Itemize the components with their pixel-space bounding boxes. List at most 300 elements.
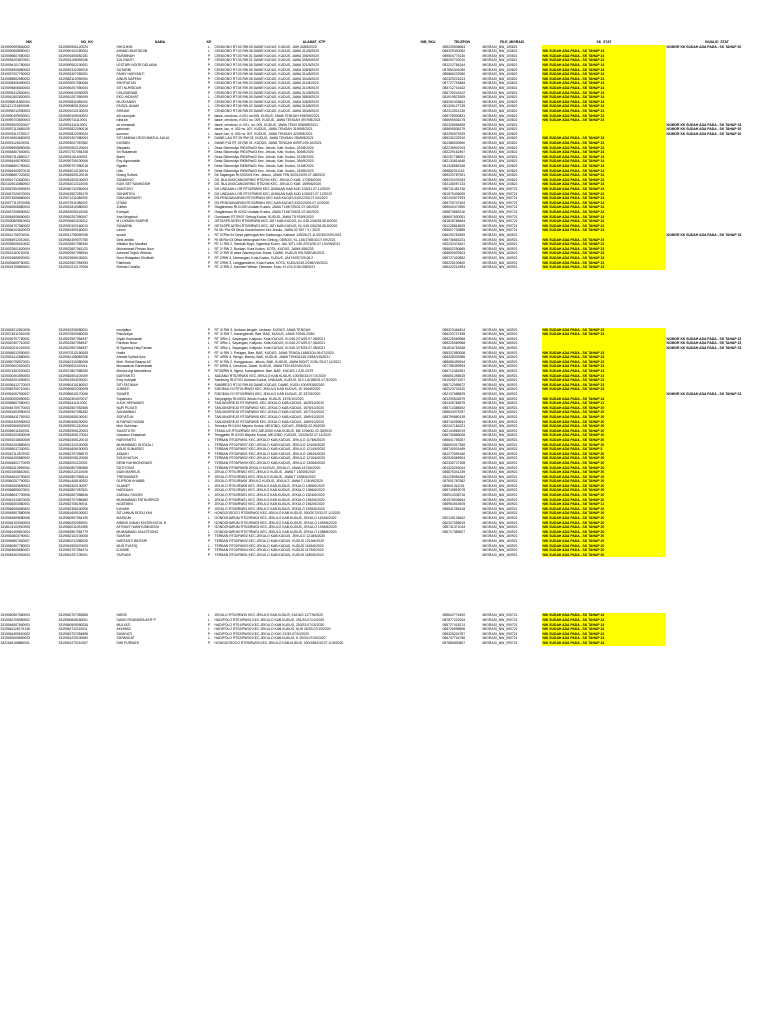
cell-sk-stat[interactable]: NIK SUDAH ADA PADA - SK TAHAP 24 — [542, 169, 666, 174]
cell-no-kk[interactable]: 3319060410180002 — [58, 382, 88, 387]
cell-no-kk[interactable]: 3319050610170006 — [58, 392, 88, 396]
cell-ke[interactable]: L — [208, 479, 210, 484]
cell-sk-stat[interactable]: NIK SUDAH ADA PADA - SK TAHAP 24 — [542, 397, 666, 402]
cell-no-kk[interactable]: 3319071211080002 — [58, 196, 88, 201]
cell-telepon[interactable]: 082257788051 — [442, 154, 466, 159]
cell-nama[interactable]: SUMIYATI — [116, 631, 133, 636]
cell-telepon[interactable]: 082232474547 — [442, 242, 466, 247]
cell-alamat-ktp[interactable]: RT 3/Rw 1, Sayangan, Kaliputu, Kota KUDUS, KI.045.2/74/29.07.08/2021 — [214, 341, 326, 346]
cell-nik[interactable]: 3319034707560002 — [0, 223, 30, 228]
cell-alamat-ktp[interactable]: DS.UNDAAN LOR RT07/RW05 KEC.UNDAAN KAB.KUD 1049/31.07.12/2020 — [214, 191, 332, 196]
cell-ke[interactable]: L — [208, 497, 210, 502]
cell-telepon[interactable]: 085541281618 — [442, 506, 466, 511]
cell-sk-stat[interactable]: NIK SUDAH ADA PADA - SK TAHAP 20 — [542, 516, 666, 521]
cell-nik[interactable]: 3318124102910005 — [0, 525, 30, 530]
cell-ke[interactable]: P — [207, 62, 211, 67]
cell-ke[interactable]: L — [208, 396, 210, 401]
cell-alamat-ktp[interactable]: DS.PENGANJARAN RT03/RW04 KEC.KAB.KUDUS,510/224/32.07.02/2020 — [214, 200, 330, 205]
cell-ke[interactable]: P — [207, 631, 211, 636]
cell-nik[interactable]: 3319066006650002 — [0, 506, 30, 511]
cell-telepon[interactable]: 085200209183 — [442, 177, 466, 182]
cell-nik[interactable]: 3319093002920003 — [0, 364, 30, 369]
cell-sk-stat[interactable]: NIK SUDAH ADA PADA - SK TAHAP 24 — [542, 155, 666, 160]
cell-alamat-ktp[interactable]: Gondosari RT.09/07 Gebog Kudus, KUDUS, JAWA T8 976/9/2020 — [214, 214, 314, 219]
cell-ke[interactable]: P — [207, 72, 211, 77]
cell-no-kk[interactable]: 3319062501100009 — [58, 373, 88, 378]
cell-sk-stat[interactable]: NIK SUDAH ADA PADA - SK TAHAP 23 — [542, 256, 666, 261]
cell-no-kk[interactable]: 3319062507055252 — [58, 410, 88, 415]
cell-no-kk[interactable]: 3319062012100014 — [58, 168, 88, 173]
header-alamat-ktp[interactable]: ALAMAT_KTP — [214, 40, 414, 45]
cell-nik[interactable]: 3319066601750001 — [0, 164, 30, 169]
cell-no-kk[interactable]: 3319090911100014 — [58, 364, 88, 369]
cell-no-kk[interactable]: 3319042607053179 — [58, 191, 88, 196]
cell-ke[interactable]: P — [207, 539, 211, 543]
cell-ke[interactable]: P — [207, 474, 211, 479]
cell-invalid-stat[interactable]: NOMOR KK SUDAH ADA PADA - SK TAHAP 23 — [666, 122, 742, 127]
cell-nik[interactable]: 3319065709710001 — [0, 387, 30, 392]
cell-alamat-ktp[interactable]: RT 1/ RW 2, Tambak Boyo, Ngembal Kulon, Jati, WTL 045.2/374/30.07.13/VIII/2021 — [214, 242, 341, 247]
cell-invalid-stat[interactable]: NOMOR KK SUDAH ADA PADA - SK TAHAP 20 — [666, 44, 742, 49]
cell-nik[interactable]: 3319094506490003 — [0, 81, 30, 86]
cell-ke[interactable]: P — [207, 81, 211, 86]
cell-nama[interactable]: sri ermawati — [116, 122, 135, 127]
cell-no-kk[interactable]: 3319090610090005 — [58, 90, 88, 95]
cell-file-migrasi[interactable]: MIGRASI_NW_090721 — [482, 209, 518, 214]
cell-sk-stat[interactable]: NIK SUDAH ADA PADA - SK TAHAP 24 — [542, 627, 666, 632]
cell-telepon[interactable]: 085727418174 — [442, 622, 466, 627]
cell-ke[interactable]: P — [207, 460, 211, 465]
cell-telepon[interactable]: 085740819078 — [442, 488, 466, 493]
cell-nik[interactable]: 3319094808840003 — [0, 85, 30, 90]
cell-file-migrasi[interactable]: MIGRASI_NW_100821 — [482, 53, 518, 58]
cell-no-kk[interactable]: 3319041810080002 — [58, 205, 88, 210]
cell-ke[interactable]: P — [207, 456, 211, 461]
cell-sk-stat[interactable]: NIK SUDAH ADA PADA - SK TAHAP 24 — [542, 205, 666, 210]
cell-nik[interactable]: 3319066805670001 — [0, 488, 30, 493]
cell-file-migrasi[interactable]: MIGRASI_NW_160921 — [482, 251, 518, 256]
cell-ke[interactable]: P — [207, 405, 211, 410]
cell-telepon[interactable]: 086292720010 — [442, 58, 466, 63]
cell-nik[interactable]: 3319021110010001 — [0, 251, 30, 256]
cell-nama[interactable]: NGATMINI — [116, 502, 133, 507]
cell-telepon[interactable]: 085329340082 — [442, 49, 466, 54]
cell-alamat-ktp[interactable]: SADANG RT02/RW04 KEC.JEKULO KAB.KUDUS, 100/36/33.07.01/2020 — [214, 373, 326, 378]
cell-nama[interactable]: SUTIYONO — [116, 465, 135, 470]
cell-sk-stat[interactable]: NIK SUDAH ADA PADA - SK TAHAP 24 — [542, 178, 666, 183]
cell-telepon[interactable]: 085728300831 — [442, 113, 466, 118]
cell-ke[interactable]: L — [208, 145, 210, 150]
cell-nama[interactable]: MUHAMMAD FATHURROZI — [116, 497, 160, 502]
cell-file-migrasi[interactable]: MIGRASI_NW_100821 — [482, 122, 518, 127]
cell-alamat-ktp[interactable]: TERBAN RT02/RW02 KEC.JEKULO KAB.KUDUS, KUDUS 1219/6/2020 — [214, 539, 324, 543]
cell-no-kk[interactable]: 3319062707053655 — [58, 613, 88, 618]
cell-nik[interactable]: 3319022601920004 — [0, 246, 30, 251]
cell-telepon[interactable]: 081578005644 — [442, 497, 466, 502]
cell-sk-stat[interactable]: NIK SUDAH ADA PADA - SK TAHAP 24 — [542, 224, 666, 229]
cell-nik[interactable]: 3319094906850003 — [0, 67, 30, 72]
cell-ke[interactable]: P — [207, 191, 211, 196]
cell-alamat-ktp[interactable]: Desa Sidomulyo Rt05/Rw01 Kec. Jekulo, Kab. Kudus, 313/8/2020 — [214, 164, 314, 169]
cell-nama[interactable]: FAISOL ANAM — [116, 104, 139, 109]
cell-no-kk[interactable]: 3319061503100003 — [58, 177, 88, 182]
cell-no-kk[interactable]: 3319072707054208 — [58, 150, 88, 155]
cell-ke[interactable]: L — [208, 529, 210, 534]
cell-sk-stat[interactable]: NIK SUDAH ADA PADA - SK TAHAP 20 — [542, 456, 666, 461]
cell-nama[interactable]: Emy Indriyati — [116, 378, 137, 383]
cell-sk-stat[interactable]: NIK SUDAH ADA PADA - SK TAHAP 24 — [542, 63, 666, 68]
cell-sk-stat[interactable]: NIK SUDAH ADA PADA - SK TAHAP 24 — [542, 192, 666, 197]
cell-nama[interactable]: DEWI RUHMONOWATI — [116, 460, 153, 465]
cell-nama[interactable]: parsinah — [116, 127, 130, 132]
cell-nama[interactable]: Afidatul Nur Maulida — [116, 242, 148, 247]
cell-invalid-stat[interactable] — [666, 641, 768, 646]
cell-file-migrasi[interactable]: MIGRASI_NW_160921 — [482, 552, 518, 557]
cell-file-migrasi[interactable]: MIGRASI_NW_160921 — [482, 327, 518, 332]
cell-no-kk[interactable]: 3319092506120024 — [58, 44, 88, 49]
cell-ke[interactable]: L — [208, 44, 210, 49]
cell-alamat-ktp[interactable]: RT 2/ RW 5/ desa Samirejo kec Dawe, DAWE, KUDUS 901/335/VIII/2021 — [214, 251, 325, 256]
cell-no-kk[interactable]: 3319062807057821 — [58, 488, 88, 493]
cell-file-migrasi[interactable]: MIGRASI_NW_160921 — [482, 447, 518, 452]
cell-nik[interactable]: 3319065411790002 — [0, 414, 30, 419]
cell-file-migrasi[interactable]: MIGRASI_NW_160921 — [482, 493, 518, 498]
cell-nama[interactable]: DIAN MARKUS — [116, 470, 141, 475]
cell-no-kk[interactable]: 3319090711110001 — [58, 118, 88, 123]
cell-alamat-ktp[interactable]: RT 3/ RW 3, Undaan tengah, Undaan, KUDUS, JAWA TENGAH — [214, 327, 311, 332]
cell-no-kk[interactable]: 3319093007050008 — [58, 81, 88, 86]
cell-invalid-stat[interactable]: NOMOR KK SUDAH ADA PADA - SK TAHAP 15 — [666, 232, 742, 237]
cell-nik[interactable]: 3319097112480025 — [0, 127, 30, 132]
cell-alamat-ktp[interactable]: dawe, cendono, rt: 001, no: 009, KUDUS, JAWA TENG 508/9/8/2021 — [214, 122, 318, 127]
cell-file-migrasi[interactable]: MIGRASI_NW_160921 — [482, 419, 518, 424]
cell-alamat-ktp[interactable]: JEKULO RT06/RW03 KEC.JEKULO KAB.KUDUS, JEKULO 1526/6/2020 — [214, 506, 325, 511]
header-telepon[interactable]: TELEPON — [442, 40, 482, 45]
cell-nama[interactable]: Noor Hidayatus Sholihah — [116, 255, 155, 260]
cell-nik[interactable]: 3319064809680006 — [0, 516, 30, 521]
cell-alamat-ktp[interactable]: TANJUNGREJO RT03/RW01 KEC.JEKULO KAB.KUDUS, 1629/10/2020 — [214, 401, 324, 406]
cell-alamat-ktp[interactable]: Desa Sidomulyo Rt01/Rw03 Kec. Jekulo, Kab. Kudus, 306/8/2020 — [214, 150, 314, 155]
cell-sk-stat[interactable]: NIK SUDAH ADA PADA - SK TAHAP 24 — [542, 210, 666, 215]
cell-nama[interactable]: suradi — [116, 232, 126, 237]
cell-no-kk[interactable]: 3319061505070003 — [58, 543, 88, 548]
cell-nik[interactable]: 3319024708800001 — [0, 265, 30, 270]
cell-no-kk[interactable]: 3319062609100041 — [58, 414, 88, 419]
cell-nik[interactable]: 3319065303560001 — [0, 502, 30, 507]
cell-no-kk[interactable]: 3319062609120016 — [58, 173, 88, 178]
cell-file-migrasi[interactable]: MIGRASI_NW_160921 — [482, 350, 518, 355]
cell-alamat-ktp[interactable]: CENDONO RT.06 RW.03 DAWE KUDUS, KUDUS, JAWA 353/8/2020 — [214, 108, 319, 113]
cell-file-migrasi[interactable]: MIGRASI_NW_160921 — [482, 373, 518, 378]
cell-alamat-ktp[interactable]: RT 4/RW 3, Wergu, Bandu, BAE, KUDUS, JAWA TENGA145.2/654/VIII/2021 — [214, 355, 331, 360]
cell-telepon[interactable]: 085726998506 — [442, 627, 466, 632]
cell-telepon[interactable]: 081325253044 — [442, 465, 466, 470]
cell-ke[interactable]: L — [208, 419, 210, 424]
cell-sk-stat[interactable]: NIK SUDAH ADA PADA - SK TAHAP 24 — [542, 72, 666, 77]
cell-no-kk[interactable]: 3319062807050566 — [58, 465, 88, 470]
cell-ke[interactable]: P — [207, 214, 211, 219]
cell-nik[interactable]: 3319064807640001 — [0, 150, 30, 155]
cell-alamat-ktp[interactable]: RT 6/RW 4, Cendono, Dawe, KUDUS, JAWA TEN 492/VIII/2021 — [214, 364, 311, 369]
cell-alamat-ktp[interactable]: dawe, cendono, rt.001 rw.005, KUDUS, JAWA TENGAH 495/9/8/2021 — [214, 113, 320, 118]
cell-no-kk[interactable]: 3319041903200001 — [58, 378, 88, 383]
cell-telepon[interactable]: 085712055672 — [442, 382, 466, 387]
cell-ke[interactable]: P — [207, 350, 211, 355]
cell-ke[interactable]: P — [207, 150, 211, 155]
cell-telepon[interactable]: 085282433841 — [442, 99, 466, 104]
cell-alamat-ktp[interactable]: RT 3/Rw 1, Sayangan, Kaliputu, Kota KUDUS, KI.045.2/74/29.07.08/2021 — [214, 336, 326, 341]
cell-sk-stat[interactable]: NIK SUDAH ADA PADA - SK TAHAP 20 — [542, 424, 666, 429]
cell-ke[interactable]: L — [208, 187, 210, 191]
cell-alamat-ktp[interactable]: RT 5/ RW 2, Honggosoco, Jekulo, BAE, KUDUS, JAWA 000/27 2195 /33.07.11/2021 — [214, 359, 342, 364]
cell-telepon[interactable]: 085323464814 — [442, 327, 466, 332]
cell-nama[interactable]: Rita Auliya — [116, 332, 133, 337]
cell-nik[interactable]: 3319090109930001 — [0, 113, 30, 118]
cell-nama[interactable]: Monica Agi Navratilova — [116, 369, 151, 374]
cell-nama[interactable]: SLAMET — [116, 483, 131, 488]
cell-sk-stat[interactable]: NIK SUDAH ADA PADA - SK TAHAP 23 — [542, 369, 666, 374]
cell-no-kk[interactable]: 3319022507054993 — [58, 260, 88, 265]
cell-sk-stat[interactable]: NIK SUDAH ADA PADA - SK TAHAP 20 — [542, 420, 666, 425]
cell-nama[interactable]: Achmad Teguh Widodo — [116, 251, 152, 256]
cell-ke[interactable]: P — [207, 122, 211, 127]
cell-nik[interactable]: 3521026010860002 — [0, 182, 30, 187]
cell-no-kk[interactable]: 3319091307080004 — [58, 136, 88, 141]
cell-sk-stat[interactable]: NIK SUDAH ADA PADA - SK TAHAP 24 — [542, 164, 666, 169]
cell-file-migrasi[interactable]: MIGRASI_NW_090721 — [482, 617, 518, 622]
cell-no-kk[interactable]: 3319062707054898 — [58, 631, 88, 636]
cell-file-migrasi[interactable]: MIGRASI_NW_160921 — [482, 255, 518, 260]
cell-file-migrasi[interactable]: MIGRASI_NW_160921 — [482, 539, 518, 543]
cell-nik[interactable]: 3319047008890002 — [0, 209, 30, 214]
cell-nik[interactable]: 3319097007760003 — [0, 72, 30, 77]
cell-telepon[interactable]: 085876341239 — [442, 470, 466, 475]
cell-no-kk[interactable]: 3319061408140002 — [58, 479, 88, 484]
cell-file-migrasi[interactable]: MIGRASI_NW_100821 — [482, 58, 518, 63]
cell-alamat-ktp[interactable]: SAMIREJO RT.02 RW.05 DAWE KUDUS, DAWE, KUDU 100/093/8/2020 — [214, 382, 325, 387]
cell-sk-stat[interactable]: NIK SUDAH ADA PADA - SK TAHAP 24 — [542, 104, 666, 109]
cell-nama[interactable]: ZAENAL FAOZIN — [116, 493, 143, 498]
cell-nama[interactable]: JULIK HERAWATI — [116, 401, 145, 406]
cell-no-kk[interactable]: 3319060509050026 — [58, 622, 88, 627]
cell-no-kk[interactable]: 3319062405120010 — [58, 437, 88, 442]
cell-ke[interactable]: P — [207, 53, 211, 58]
cell-nama[interactable]: siti mumiyah — [116, 113, 136, 118]
cell-nama[interactable]: DAVID RIVANDRA AFIF P — [116, 617, 156, 622]
cell-no-kk[interactable]: 3319062102100005 — [58, 534, 88, 539]
cell-nik[interactable]: 3319061067900007 — [0, 392, 30, 396]
cell-telepon[interactable]: 081328582346 — [442, 164, 466, 169]
cell-telepon[interactable]: 085290753455 — [442, 232, 466, 237]
cell-file-migrasi[interactable]: MIGRASI_NW_160921 — [482, 414, 518, 419]
cell-alamat-ktp[interactable]: CENDONO RT.03 RW.06 DAWE KUDUS, KUDUS, JAWA 321/8/2020 — [214, 62, 319, 67]
cell-nama[interactable]: FAIMY HARYANTI — [116, 72, 145, 77]
cell-alamat-ktp[interactable]: CENDONO RT.02 RW.08 DAWE KUDUS, KUDUS, JAWA 312/8/2020 — [214, 49, 319, 54]
cell-ke[interactable]: P — [207, 387, 211, 392]
cell-nik[interactable]: 3319065607550001 — [0, 401, 30, 406]
cell-sk-stat[interactable]: NIK SUDAH ADA PADA - SK TAHAP 24 — [542, 196, 666, 201]
cell-file-migrasi[interactable]: MIGRASI_NW_100821 — [482, 131, 518, 136]
cell-nama[interactable]: MUHAMMAD SULISTIONO — [116, 529, 159, 534]
cell-nama[interactable]: Hatini — [116, 350, 126, 355]
cell-nama[interactable]: AGUS SUNARSO — [116, 447, 144, 452]
cell-no-kk[interactable]: 3319062707056580 — [58, 497, 88, 502]
cell-no-kk[interactable]: 3319062707055570 — [58, 451, 88, 456]
cell-nik[interactable]: 3319067112870002 — [0, 451, 30, 456]
cell-sk-stat[interactable]: NIK SUDAH ADA PADA - SK TAHAP 24 — [542, 77, 666, 82]
cell-alamat-ktp[interactable]: Tanjungrejo Rt.06/03 Jekulo Kudus, KUDUS, 1675/10/2020 — [214, 396, 304, 401]
cell-ke[interactable]: P — [207, 520, 211, 525]
cell-alamat-ktp[interactable]: TERBAN RT03/RW09 KEC.JEKULO KAB.KUDUS, JEKULO 1308/6/2020 — [214, 460, 326, 465]
cell-alamat-ktp[interactable]: Dk Sayangan Rt.003/001 Kec. Jekulo, JAWA TEN 502/119/29.07.08/2020 — [214, 173, 325, 178]
cell-ke[interactable]: P — [207, 336, 211, 341]
cell-no-kk[interactable]: 3319060710050004 — [58, 187, 88, 191]
cell-nik[interactable]: 3319066104620003 — [0, 228, 30, 233]
cell-sk-stat[interactable]: NIK SUDAH ADA PADA - SK TAHAP 20 — [542, 511, 666, 516]
cell-sk-stat[interactable]: NIK SUDAH ADA PADA - SK TAHAP 24 — [542, 86, 666, 91]
cell-sk-stat[interactable]: NIK SUDAH ADA PADA - SK TAHAP 24 — [542, 228, 666, 233]
cell-ke[interactable]: P — [207, 209, 211, 214]
cell-no-kk[interactable]: 3319061310080008 — [58, 359, 88, 364]
cell-ke[interactable]: L — [208, 627, 210, 632]
cell-ke[interactable]: P — [207, 196, 211, 201]
cell-sk-stat[interactable]: NIK SUDAH ADA PADA - SK TAHAP 20 — [542, 461, 666, 466]
cell-file-migrasi[interactable]: MIGRASI_NW_160921 — [482, 483, 518, 488]
cell-nama[interactable]: MUH SYAFIQ — [116, 543, 138, 548]
cell-no-kk[interactable]: 3319072911080002 — [58, 200, 88, 205]
cell-nama[interactable]: SHOFIATUN — [116, 81, 136, 86]
cell-nama[interactable]: ruba'ah — [116, 118, 128, 123]
cell-ke[interactable]: P — [207, 640, 211, 645]
cell-sk-stat[interactable]: NIK SUDAH ADA PADA - SK TAHAP 24 — [542, 618, 666, 623]
cell-nik[interactable]: 3319061313870005 — [0, 497, 30, 502]
cell-telepon[interactable]: 085328339386 — [442, 355, 466, 360]
cell-sk-stat[interactable]: NIK SUDAH ADA PADA - SK TAHAP 24 — [542, 201, 666, 206]
cell-nik[interactable]: 3319062705950002 — [0, 617, 30, 622]
cell-alamat-ktp[interactable]: HADIPOLO RT02/RW03 KEC.JEKULO KAB.KUDUS, K 25/33.07/10/2020 — [214, 636, 326, 641]
cell-nama[interactable]: CHUZAENAB — [116, 90, 138, 95]
cell-file-migrasi[interactable]: MIGRASI_NW_160921 — [482, 355, 518, 360]
cell-telepon[interactable]: 081326127135 — [442, 104, 466, 109]
cell-file-migrasi[interactable]: MIGRASI_NW_100821 — [482, 99, 518, 104]
cell-sk-stat[interactable]: NIK SUDAH ADA PADA - SK TAHAP 23 — [542, 355, 666, 360]
cell-nama[interactable]: SANTOSO — [116, 187, 134, 191]
cell-no-kk[interactable]: 3319061270210007 — [58, 640, 88, 645]
cell-alamat-ktp[interactable]: TERBAN RT02/RW07 KEC.JEKULO KAB.KUDUS, JEKULO 1214/6/2020 — [214, 447, 326, 452]
cell-no-kk[interactable]: 3319092407050001 — [58, 72, 88, 77]
cell-ke[interactable]: P — [207, 228, 211, 233]
cell-nik[interactable]: 3319064507690003 — [0, 622, 30, 627]
cell-nik[interactable]: 3319065507880006 — [0, 511, 30, 516]
cell-file-migrasi[interactable]: MIGRASI_NW_100821 — [482, 67, 518, 72]
cell-nik[interactable]: 3319010502820003 — [0, 95, 30, 100]
cell-file-migrasi[interactable]: MIGRASI_NW_160921 — [482, 428, 518, 433]
cell-telepon[interactable]: 081816753348 — [442, 346, 466, 351]
cell-nik[interactable]: 3319094101780004 — [0, 62, 30, 67]
cell-sk-stat[interactable]: NIK SUDAH ADA PADA - SK TAHAP 24 — [542, 636, 666, 641]
cell-alamat-ktp[interactable]: Desa Sidomulyo Rt05/Rw01 Kec. Jekulo, Kab. Kudus, 266/9/2020 — [214, 159, 314, 164]
cell-nama[interactable]: JUMIATI — [116, 387, 130, 392]
cell-nik[interactable]: 3319047026070003 — [0, 191, 30, 196]
cell-alamat-ktp[interactable]: TERBAN RT02/RW07 KEC.JEKULO KAB.KUDUS, JEKULO 1240/6/2020 — [214, 442, 326, 447]
cell-ke[interactable]: P — [207, 173, 211, 178]
cell-telepon[interactable]: 085741451736 — [442, 187, 466, 191]
cell-sk-stat[interactable]: NIK SUDAH ADA PADA - SK TAHAP 24 — [542, 623, 666, 628]
cell-nik[interactable]: 3319084912010001 — [0, 237, 30, 242]
cell-ke[interactable]: L — [208, 346, 210, 351]
cell-sk-stat[interactable]: NIK SUDAH ADA PADA - SK TAHAP 20 — [542, 415, 666, 420]
cell-telepon[interactable]: 081575436009 — [442, 191, 466, 196]
cell-no-kk[interactable]: 3319061312100006 — [58, 442, 88, 447]
cell-nik[interactable]: 3319085802850002 — [0, 76, 30, 81]
cell-nama[interactable]: Moh. Roisul Basyar AZ — [116, 359, 151, 364]
cell-telepon[interactable]: 081228818629 — [442, 223, 466, 228]
cell-file-migrasi[interactable]: MIGRASI_NW_090721 — [482, 200, 518, 205]
cell-ke[interactable]: P — [207, 154, 211, 159]
cell-nama[interactable]: SUASTUTIK — [116, 428, 136, 433]
cell-nik[interactable]: 3319065807600007 — [0, 539, 30, 543]
cell-ke[interactable]: P — [207, 451, 211, 456]
cell-alamat-ktp[interactable]: SIDOMULYO RT03/RW03 KEC JEKULO KAB KUDUS, JE 337/8/2020 — [214, 392, 321, 396]
cell-telepon[interactable]: 085692529403 — [442, 251, 466, 256]
cell-ke[interactable]: P — [207, 255, 211, 260]
cell-alamat-ktp[interactable]: Desa Sidomulyo Rt05/Rw03 Kec. Jekulo, Kab. Kudus, 315/8/2020 — [214, 168, 314, 173]
cell-alamat-ktp[interactable]: HONGGOSOCO RT05/RW02 KEC.JEKULO KAB.KUDUS, 000/2072/33.07.11/2020 — [214, 511, 341, 516]
cell-nik[interactable]: 3319095212590003 — [0, 108, 30, 113]
cell-sk-stat[interactable]: NIK SUDAH ADA PADA - SK TAHAP 23 — [542, 136, 666, 141]
cell-no-kk[interactable]: 3319062706190011 — [58, 502, 88, 507]
cell-ke[interactable]: P — [207, 58, 211, 63]
cell-alamat-ktp[interactable]: TERBAN RT02/RW01 KEC.JEKULO KAB.KUDUS, JEKULO 1178/6/2020 — [214, 437, 325, 442]
cell-telepon[interactable]: 082329221813 — [442, 76, 466, 81]
cell-ke[interactable]: P — [207, 136, 211, 141]
cell-alamat-ktp[interactable]: TERBAN RT02/RW04 KEC.JEKULO KAB.KUDUS, KUDUS 1179/6/2020 — [214, 548, 324, 553]
cell-nama[interactable]: M LUKMAN SAHRIR — [116, 219, 149, 224]
cell-nik[interactable]: 3319065012930001 — [0, 350, 30, 355]
cell-sk-stat[interactable]: NIK SUDAH ADA PADA - SK TAHAP 23 — [542, 383, 666, 388]
cell-nik[interactable]: 3319061309950003 — [0, 419, 30, 424]
cell-no-kk[interactable]: 3319092811080004 — [58, 99, 88, 104]
cell-telepon[interactable]: 085725243102 — [442, 90, 466, 95]
cell-file-migrasi[interactable]: MIGRASI_NW_160921 — [482, 460, 518, 465]
cell-ke[interactable]: P — [207, 164, 211, 169]
cell-alamat-ktp[interactable]: GETASPEJATEN RT05/RW01 KEC.JATI KAB.KUDUS, KL.045.2/62/26.08.8/2020 — [214, 223, 338, 228]
cell-nik[interactable]: 3319030090890001 — [0, 396, 30, 401]
cell-telepon[interactable]: 085740069641 — [442, 419, 466, 424]
cell-telepon[interactable]: 082290579225 — [442, 131, 466, 136]
cell-file-migrasi[interactable]: MIGRASI_NW_160921 — [482, 511, 518, 516]
cell-ke[interactable]: L — [208, 424, 210, 429]
cell-file-migrasi[interactable]: MIGRASI_NW_160921 — [482, 405, 518, 410]
cell-telepon[interactable]: 085641755287 — [442, 437, 466, 442]
cell-nama[interactable]: NUR PUJIATI — [116, 405, 138, 410]
cell-nama[interactable]: Fathimah — [116, 260, 131, 265]
cell-ke[interactable]: P — [207, 327, 211, 332]
cell-nama[interactable]: Diyah Kurniawati — [116, 336, 142, 341]
cell-alamat-ktp[interactable]: GETASPEJATEN RT05/RW08 KEC.JATI KAB.KUDUS, KL.045.2/46/26.08.8/2020 — [214, 219, 338, 224]
cell-ke[interactable]: L — [208, 442, 210, 447]
cell-nama[interactable]: AKHMAD — [116, 627, 132, 632]
cell-ke[interactable]: L — [208, 493, 210, 498]
cell-nik[interactable]: 3319036412770003 — [0, 382, 30, 387]
cell-alamat-ktp[interactable]: CENDONO RT.05 RW.03 DAWE KUDUS, KUDUS, JAWA 312/8/2020 — [214, 90, 319, 95]
cell-alamat-ktp[interactable]: Temulus Rt.01/04 Mejobo Kudus, MEJOBO, KUDUS, J908/32.02.05/2020 — [214, 424, 326, 429]
cell-ke[interactable]: L — [208, 232, 210, 237]
cell-telepon[interactable]: 085225787901 — [442, 173, 466, 178]
cell-nik[interactable]: 3319064801770009 — [0, 460, 30, 465]
cell-ke[interactable]: P — [207, 364, 211, 369]
cell-ke[interactable]: P — [207, 127, 211, 132]
